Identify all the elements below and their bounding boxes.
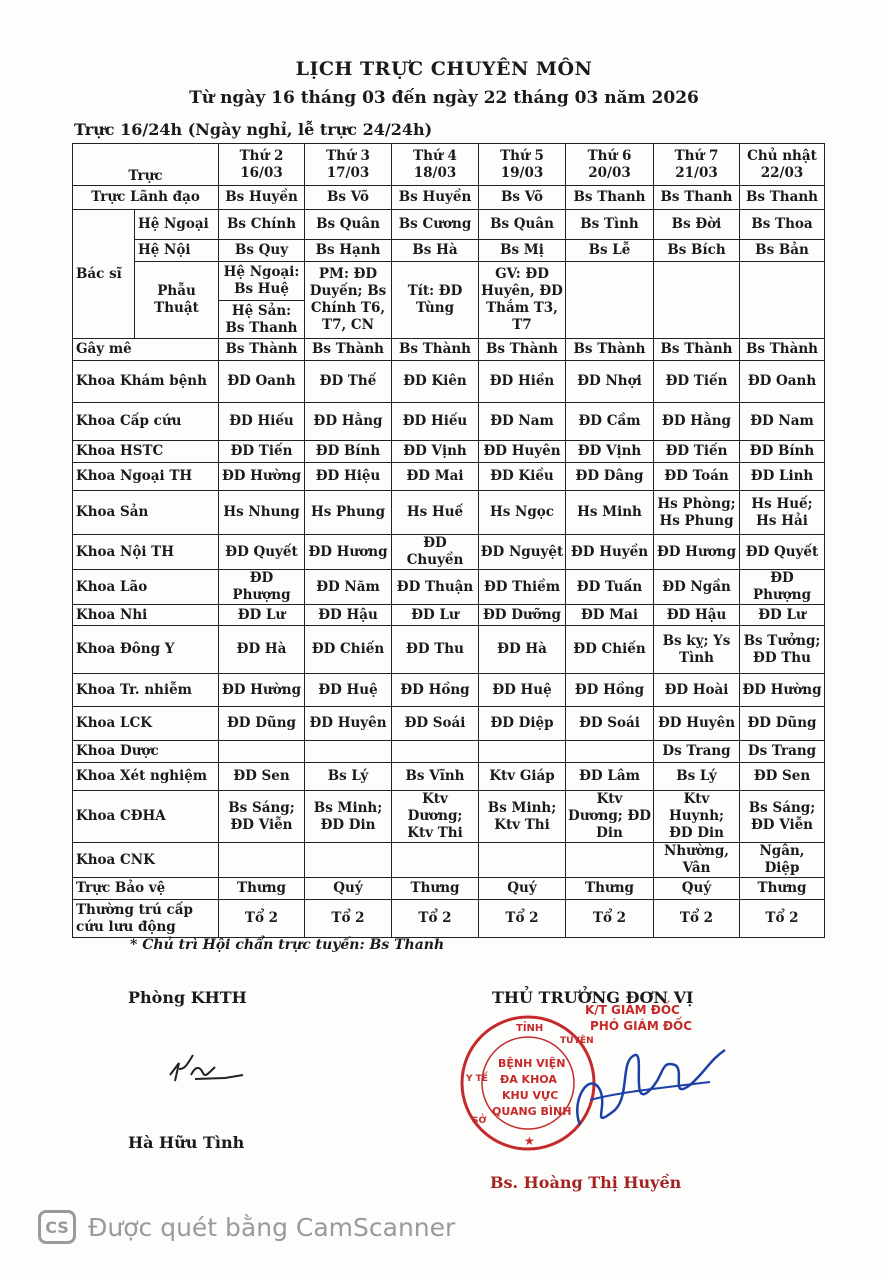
- schedule-cell: ĐD Huyền: [566, 535, 654, 570]
- row-label: Khoa LCK: [73, 707, 219, 741]
- schedule-cell: ĐD Kiên: [392, 361, 479, 403]
- corner-label: Trực: [128, 168, 163, 184]
- schedule-cell: ĐD Hằng: [654, 403, 740, 441]
- schedule-cell: Bs Vĩnh: [392, 763, 479, 791]
- day-date: 20/03: [588, 164, 631, 181]
- schedule-cell: [566, 843, 654, 878]
- schedule-cell: Bs Bản: [740, 240, 825, 262]
- schedule-cell: ĐD Huyên: [305, 707, 392, 741]
- schedule-cell: ĐD Tiến: [654, 441, 740, 463]
- schedule-cell: Bs Thành: [219, 339, 305, 361]
- schedule-cell: ĐD Vịnh: [566, 441, 654, 463]
- schedule-cell: ĐD Thuận: [392, 570, 479, 605]
- schedule-cell: Quý: [654, 878, 740, 900]
- doctor-group-label: Bác sĩ: [73, 210, 135, 339]
- schedule-cell: Bs Tưởng; ĐD Thu: [740, 626, 825, 674]
- schedule-cell: Tổ 2: [305, 900, 392, 938]
- row-label: Khoa Dược: [73, 741, 219, 763]
- schedule-cell: ĐD Hoài: [654, 674, 740, 707]
- schedule-cell: [566, 741, 654, 763]
- schedule-cell: ĐD Dâng: [566, 463, 654, 491]
- schedule-cell: ĐD Năm: [305, 570, 392, 605]
- schedule-cell: ĐD Lư: [392, 605, 479, 626]
- department-row: [73, 403, 825, 441]
- doctor-he-noi-row: [73, 240, 825, 262]
- schedule-cell: Bs Thành: [479, 339, 566, 361]
- schedule-cell: ĐD Bính: [740, 441, 825, 463]
- schedule-cell: ĐD Hồng: [566, 674, 654, 707]
- schedule-cell: Bs Huyền: [392, 186, 479, 210]
- row-label: Khoa Tr. nhiễm: [73, 674, 219, 707]
- schedule-cell: Tổ 2: [479, 900, 566, 938]
- schedule-cell: Thưng: [566, 878, 654, 900]
- schedule-cell: ĐD Mai: [566, 605, 654, 626]
- right-signer-kt: K/T GIÁM ĐỐC: [585, 1003, 680, 1017]
- row-label: Khoa CĐHA: [73, 791, 219, 843]
- schedule-cell: Bs Thành: [654, 339, 740, 361]
- day-header: [305, 144, 392, 186]
- schedule-cell: Quý: [305, 878, 392, 900]
- schedule-cell: ĐD Toán: [654, 463, 740, 491]
- schedule-cell: ĐD Dũng: [740, 707, 825, 741]
- schedule-cell: ĐD Dũng: [219, 707, 305, 741]
- day-name: Thứ 3: [326, 147, 370, 164]
- row-label: Khoa Đông Y: [73, 626, 219, 674]
- schedule-cell: ĐD Thu: [392, 626, 479, 674]
- schedule-cell: Tổ 2: [740, 900, 825, 938]
- left-signer-name: Hà Hữu Tình: [128, 1133, 245, 1152]
- day-header: [740, 144, 825, 186]
- row-label: Khoa HSTC: [73, 441, 219, 463]
- department-row: [73, 626, 825, 674]
- schedule-cell: Bs Tình: [566, 210, 654, 240]
- department-row: [73, 741, 825, 763]
- schedule-cell: ĐD Hiệu: [305, 463, 392, 491]
- schedule-cell: Bs Minh; ĐD Din: [305, 791, 392, 843]
- row-label: Trực Bảo vệ: [73, 878, 219, 900]
- schedule-cell: [305, 741, 392, 763]
- schedule-cell: ĐD Cầm: [566, 403, 654, 441]
- schedule-cell: ĐD Phượng: [740, 570, 825, 605]
- schedule-cell: Hs Phòng; Hs Phung: [654, 491, 740, 535]
- schedule-cell: ĐD Chiến: [305, 626, 392, 674]
- schedule-cell: Bs Sáng; ĐD Viễn: [219, 791, 305, 843]
- schedule-cell: Bs Thanh: [740, 186, 825, 210]
- schedule-cell: ĐD Huệ: [305, 674, 392, 707]
- schedule-cell: Quý: [479, 878, 566, 900]
- schedule-cell: ĐD Phượng: [219, 570, 305, 605]
- schedule-cell: ĐD Oanh: [219, 361, 305, 403]
- schedule-cell: Bs Huyền: [219, 186, 305, 210]
- schedule-cell: ĐD Lâm: [566, 763, 654, 791]
- department-row: [73, 605, 825, 626]
- schedule-cell: Tổ 2: [566, 900, 654, 938]
- schedule-cell: ĐD Lư: [740, 605, 825, 626]
- department-row: [73, 535, 825, 570]
- schedule-cell: Ktv Dương; Ktv Thi: [392, 791, 479, 843]
- schedule-cell: ĐD Huệ: [479, 674, 566, 707]
- schedule-cell: Ds Trang: [654, 741, 740, 763]
- duty-schedule-table: [72, 143, 825, 938]
- schedule-cell: Bs Thành: [392, 339, 479, 361]
- schedule-cell: ĐD Hậu: [305, 605, 392, 626]
- schedule-cell: Bs Đời: [654, 210, 740, 240]
- row-label: Khoa Khám bệnh: [73, 361, 219, 403]
- schedule-cell: ĐD Chiến: [566, 626, 654, 674]
- schedule-cell: Tổ 2: [654, 900, 740, 938]
- schedule-cell: Thưng: [219, 878, 305, 900]
- day-header: [654, 144, 740, 186]
- schedule-cell: Hs Minh: [566, 491, 654, 535]
- schedule-cell: PM: ĐD Duyến; Bs Chính T6, T7, CN: [305, 262, 392, 339]
- page-title: LỊCH TRỰC CHUYÊN MÔN: [295, 58, 593, 80]
- schedule-cell: ĐD Thế: [305, 361, 392, 403]
- header-row: [73, 144, 825, 186]
- day-header: [479, 144, 566, 186]
- schedule-cell: ĐD Tiến: [219, 441, 305, 463]
- schedule-cell: ĐD Hiền: [479, 361, 566, 403]
- stamp-text-tinh: TỈNH: [516, 1023, 544, 1034]
- schedule-cell: Bs Thành: [305, 339, 392, 361]
- schedule-cell: Bs Cương: [392, 210, 479, 240]
- schedule-cell: Thưng: [392, 878, 479, 900]
- schedule-cell: [392, 741, 479, 763]
- camscanner-logo-icon: CS: [38, 1210, 76, 1244]
- stamp-star-icon: ★: [524, 1134, 535, 1148]
- row-label: Khoa Cấp cứu: [73, 403, 219, 441]
- day-date: 18/03: [413, 164, 457, 181]
- schedule-cell: Tổ 2: [219, 900, 305, 938]
- schedule-cell: ĐD Hiếu: [219, 403, 305, 441]
- schedule-cell: ĐD Nam: [740, 403, 825, 441]
- schedule-cell: ĐD Lư: [219, 605, 305, 626]
- doctor-phau-thuat-row-a: [73, 262, 825, 301]
- stamp-text-qb: QUANG BÌNH: [492, 1105, 572, 1118]
- schedule-cell: [479, 843, 566, 878]
- row-label: Khoa Lão: [73, 570, 219, 605]
- day-name: Chủ nhật: [747, 147, 817, 164]
- department-row: [73, 491, 825, 535]
- sub-label: Hệ Ngoại: [135, 210, 219, 240]
- row-label: Khoa CNK: [73, 843, 219, 878]
- schedule-cell: [392, 843, 479, 878]
- schedule-cell: ĐD Tuấn: [566, 570, 654, 605]
- day-name: Thứ 5: [500, 147, 544, 164]
- stamp-text-tuyen: TUYÊN: [560, 1036, 594, 1046]
- day-date: 22/03: [760, 164, 804, 181]
- schedule-cell: Bs Sáng; ĐD Viễn: [740, 791, 825, 843]
- schedule-cell: Bs Quy: [219, 240, 305, 262]
- department-row: [73, 878, 825, 900]
- schedule-cell: ĐD Sen: [740, 763, 825, 791]
- schedule-cell: ĐD Hồng: [392, 674, 479, 707]
- stamp-text-yte: Y TẾ: [466, 1074, 488, 1084]
- schedule-cell: Hệ Ngoại: Bs Huệ: [219, 262, 305, 301]
- schedule-cell: ĐD Thiềm: [479, 570, 566, 605]
- schedule-cell: [566, 262, 654, 339]
- right-signer-name: Bs. Hoàng Thị Huyền: [490, 1173, 682, 1192]
- schedule-cell: Bs Thành: [566, 339, 654, 361]
- schedule-cell: Bs Hà: [392, 240, 479, 262]
- schedule-cell: Hs Nhung: [219, 491, 305, 535]
- schedule-cell: Ktv Huynh; ĐD Din: [654, 791, 740, 843]
- schedule-cell: ĐD Hường: [740, 674, 825, 707]
- schedule-cell: ĐD Hương: [654, 535, 740, 570]
- schedule-cell: ĐD Vịnh: [392, 441, 479, 463]
- left-signer-title: Phòng KHTH: [128, 988, 247, 1007]
- schedule-cell: Bs Võ: [479, 186, 566, 210]
- stamp-text-so: SỞ: [472, 1116, 487, 1126]
- schedule-cell: Ktv Dương; ĐD Din: [566, 791, 654, 843]
- stamp-text-dk: ĐA KHOA: [500, 1073, 557, 1086]
- department-row: [73, 763, 825, 791]
- schedule-cell: ĐD Ngần: [654, 570, 740, 605]
- row-label: Khoa Nhi: [73, 605, 219, 626]
- schedule-cell: GV: ĐD Huyên, ĐD Thắm T3, T7: [479, 262, 566, 339]
- right-signer-title: THỦ TRƯỞNG ĐƠN VỊ: [492, 988, 694, 1007]
- day-name: Thứ 4: [413, 147, 457, 164]
- schedule-cell: Ds Trang: [740, 741, 825, 763]
- duty-hours-note: Trực 16/24h (Ngày nghỉ, lễ trực 24/24h): [74, 120, 433, 139]
- schedule-cell: Bs Thanh: [566, 186, 654, 210]
- row-label: Khoa Nội TH: [73, 535, 219, 570]
- row-label: Thường trú cấp cứu lưu động: [73, 900, 219, 938]
- schedule-cell: ĐD Nam: [479, 403, 566, 441]
- row-label: Trực Lãnh đạo: [73, 186, 219, 210]
- camscanner-text: Được quét bằng CamScanner: [88, 1212, 456, 1242]
- schedule-cell: Tổ 2: [392, 900, 479, 938]
- schedule-cell: ĐD Sen: [219, 763, 305, 791]
- schedule-cell: Bs Lễ: [566, 240, 654, 262]
- schedule-cell: ĐD Hằng: [305, 403, 392, 441]
- sub-label: Phẫu Thuật: [135, 262, 219, 339]
- schedule-cell: ĐD Diệp: [479, 707, 566, 741]
- schedule-cell: Bs Thành: [740, 339, 825, 361]
- schedule-cell: ĐD Hường: [219, 674, 305, 707]
- schedule-cell: Bs Chính: [219, 210, 305, 240]
- schedule-cell: Ktv Giáp: [479, 763, 566, 791]
- schedule-cell: Bs Lý: [654, 763, 740, 791]
- day-name: Thứ 2: [239, 147, 284, 164]
- consult-note: * Chủ trì Hội chẩn trực tuyến: Bs Thanh: [130, 937, 445, 953]
- left-signature-icon: [165, 1045, 245, 1090]
- department-row: [73, 843, 825, 878]
- schedule-cell: Nhường, Vân: [654, 843, 740, 878]
- schedule-cell: Thưng: [740, 878, 825, 900]
- day-header: [566, 144, 654, 186]
- department-row: [73, 339, 825, 361]
- schedule-cell: ĐD Huyên: [479, 441, 566, 463]
- schedule-cell: ĐD Quyết: [740, 535, 825, 570]
- schedule-cell: Bs Quân: [305, 210, 392, 240]
- department-row: [73, 707, 825, 741]
- schedule-cell: ĐD Soái: [566, 707, 654, 741]
- stamp-text-kv: KHU VỰC: [502, 1089, 559, 1102]
- schedule-cell: ĐD Dưỡng: [479, 605, 566, 626]
- schedule-cell: Ngân, Diệp: [740, 843, 825, 878]
- schedule-cell: Bs Võ: [305, 186, 392, 210]
- day-date: 17/03: [326, 164, 370, 181]
- schedule-cell: ĐD Nguyệt: [479, 535, 566, 570]
- schedule-cell: Bs Hạnh: [305, 240, 392, 262]
- schedule-cell: ĐD Quyết: [219, 535, 305, 570]
- day-name: Thứ 6: [587, 147, 632, 164]
- camscanner-watermark: [38, 1207, 455, 1247]
- schedule-cell: ĐD Mai: [392, 463, 479, 491]
- schedule-cell: ĐD Chuyền: [392, 535, 479, 570]
- schedule-cell: Hệ Sản: Bs Thanh: [219, 301, 305, 339]
- schedule-cell: Hs Phung: [305, 491, 392, 535]
- sub-label: Hệ Nội: [135, 240, 219, 262]
- schedule-cell: Bs Minh; Ktv Thi: [479, 791, 566, 843]
- schedule-cell: ĐD Nhợi: [566, 361, 654, 403]
- schedule-cell: [479, 741, 566, 763]
- row-label: Khoa Sản: [73, 491, 219, 535]
- department-row: [73, 463, 825, 491]
- schedule-cell: Hs Huế: [392, 491, 479, 535]
- day-date: 21/03: [675, 164, 718, 181]
- row-label: Khoa Xét nghiệm: [73, 763, 219, 791]
- schedule-cell: Bs Thanh: [654, 186, 740, 210]
- schedule-cell: Bs Quân: [479, 210, 566, 240]
- schedule-cell: [305, 843, 392, 878]
- schedule-cell: [740, 262, 825, 339]
- schedule-cell: ĐD Tiến: [654, 361, 740, 403]
- day-date: 16/03: [240, 164, 283, 181]
- schedule-cell: ĐD Soái: [392, 707, 479, 741]
- corner-label-cell: [73, 144, 219, 186]
- schedule-cell: [219, 741, 305, 763]
- row-label: Gây mê: [73, 339, 219, 361]
- schedule-cell: Hs Huế; Hs Hải: [740, 491, 825, 535]
- schedule-cell: [654, 262, 740, 339]
- schedule-cell: Bs Bích: [654, 240, 740, 262]
- department-row: [73, 900, 825, 938]
- day-name: Thứ 7: [674, 147, 719, 164]
- schedule-cell: ĐD Hà: [219, 626, 305, 674]
- schedule-cell: ĐD Huyên: [654, 707, 740, 741]
- department-row: [73, 791, 825, 843]
- schedule-cell: Tít: ĐD Tùng: [392, 262, 479, 339]
- department-row: [73, 441, 825, 463]
- schedule-cell: ĐD Kiều: [479, 463, 566, 491]
- schedule-cell: ĐD Hường: [219, 463, 305, 491]
- doctor-he-ngoai-row: [73, 210, 825, 240]
- schedule-cell: Bs Thoa: [740, 210, 825, 240]
- schedule-cell: Hs Ngọc: [479, 491, 566, 535]
- schedule-cell: ĐD Bính: [305, 441, 392, 463]
- schedule-cell: ĐD Hậu: [654, 605, 740, 626]
- schedule-cell: ĐD Linh: [740, 463, 825, 491]
- right-signature-icon: [560, 1030, 730, 1140]
- row-label: Khoa Ngoại TH: [73, 463, 219, 491]
- department-row: [73, 361, 825, 403]
- schedule-cell: ĐD Oanh: [740, 361, 825, 403]
- schedule-cell: [219, 843, 305, 878]
- schedule-cell: ĐD Hà: [479, 626, 566, 674]
- department-row: [73, 570, 825, 605]
- day-header: [219, 144, 305, 186]
- right-signer-role: PHÓ GIÁM ĐỐC: [590, 1019, 692, 1033]
- day-header: [392, 144, 479, 186]
- schedule-cell: Bs Lý: [305, 763, 392, 791]
- schedule-cell: ĐD Hương: [305, 535, 392, 570]
- stamp-text-bv: BỆNH VIỆN: [498, 1057, 566, 1070]
- schedule-cell: Bs Mị: [479, 240, 566, 262]
- schedule-cell: ĐD Hiếu: [392, 403, 479, 441]
- department-row: [73, 674, 825, 707]
- page-subtitle: Từ ngày 16 tháng 03 đến ngày 22 tháng 03 năm 2026: [189, 88, 699, 108]
- leader-row: [73, 186, 825, 210]
- schedule-cell: Bs kỵ; Ys Tình: [654, 626, 740, 674]
- day-date: 19/03: [500, 164, 544, 181]
